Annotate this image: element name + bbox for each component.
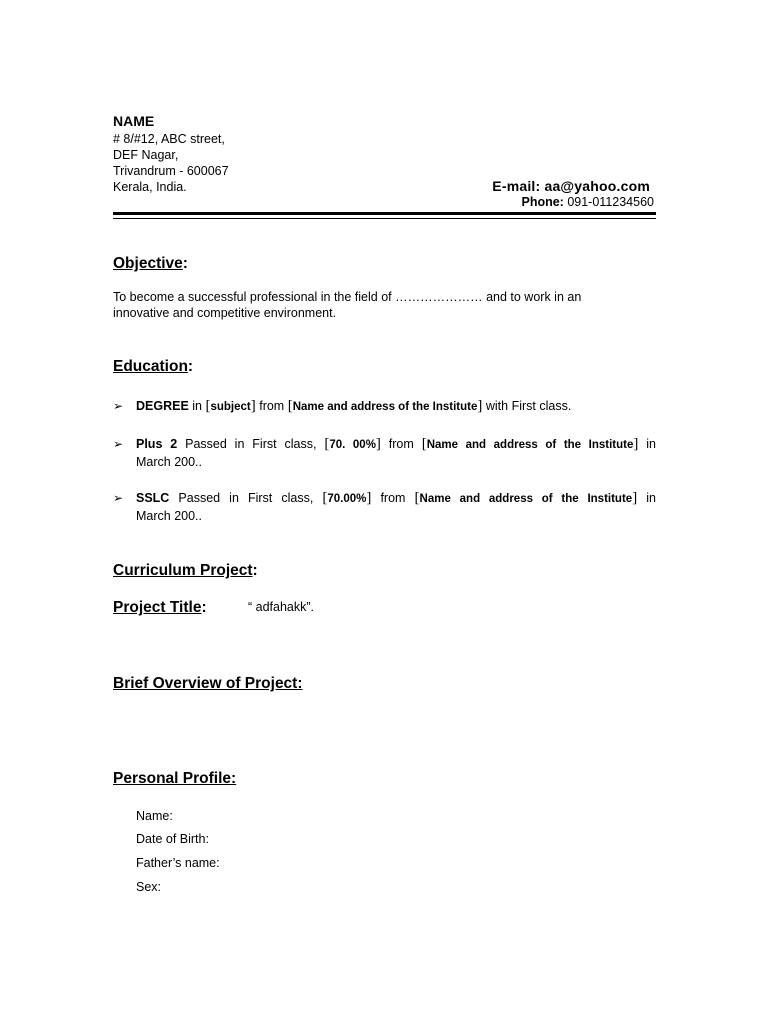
objective-text-line-1: To become a successful professional in the field of ………………… and to work in an — [113, 290, 582, 304]
education-item-degree: ➢ DEGREE in [subject] from [Name and address of the Institute] with First class. — [113, 398, 572, 414]
address-line-2: DEF Nagar, — [113, 148, 179, 162]
phone-number — [521, 195, 654, 209]
header-divider-thick — [113, 212, 656, 215]
education-item-plus2: ➢ Plus 2 Passed in First class, [70. 00%] from [Name and address of the Institute] in March 200.. — [113, 436, 656, 469]
phone-value: 091-011234560 — [567, 195, 654, 209]
email-address: E-mail: aa@yahoo.com — [492, 178, 650, 194]
brief-overview-heading: Brief Overview of Project: — [113, 675, 303, 692]
arrow-bullet-icon: ➢ — [113, 437, 124, 451]
project-title-label: Project Title: — [113, 599, 207, 616]
address-line-4: Kerala, India. — [113, 180, 187, 194]
profile-field-sex: Sex: — [136, 880, 162, 894]
objective-heading: Objective: — [113, 255, 188, 272]
education-heading: Education: — [113, 358, 194, 375]
header-divider-thin — [113, 218, 656, 219]
address-line-3: Trivandrum - 600067 — [113, 164, 229, 178]
profile-field-father-name: Father’s name: — [136, 856, 220, 870]
personal-profile-heading: Personal Profile: — [113, 770, 237, 787]
profile-field-name: Name: — [136, 809, 173, 823]
project-title-value: “ adfahakk”. — [248, 600, 315, 614]
phone-label: Phone: — [521, 195, 564, 209]
profile-field-dob: Date of Birth: — [136, 832, 209, 846]
address-line-1: # 8/#12, ABC street, — [113, 132, 225, 146]
curriculum-project-heading: Curriculum Project: — [113, 562, 258, 579]
arrow-bullet-icon: ➢ — [113, 491, 124, 505]
objective-text-line-2: innovative and competitive environment. — [113, 306, 337, 320]
arrow-bullet-icon: ➢ — [113, 399, 124, 413]
education-item-sslc: ➢ SSLC Passed in First class, [70.00%] from [Name and address of the Institute] in March 200.. — [113, 490, 656, 523]
resume-name: NAME — [113, 113, 155, 129]
